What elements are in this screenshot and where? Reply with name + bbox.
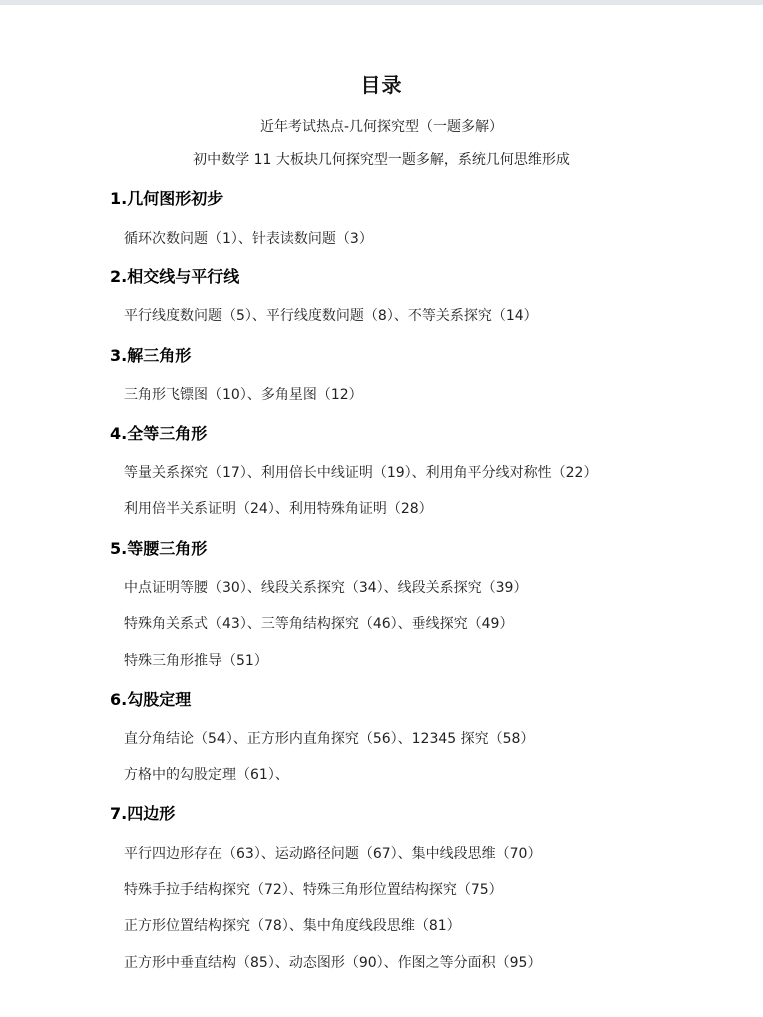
toc-entry: 特殊三角形推导（51） [124, 653, 268, 669]
toc-description: 初中数学 11 大板块几何探究型一题多解，系统几何思维形成 [193, 152, 570, 168]
toc-entry: 平行线度数问题（5）、平行线度数问题（8）、不等关系探究（14） [124, 308, 538, 324]
toc-entry: 直分角结论（54）、正方形内直角探究（56）、12345 探究（58） [124, 731, 535, 747]
section-heading: 5.等腰三角形 [110, 539, 208, 558]
toc-entry: 中点证明等腰（30）、线段关系探究（34）、线段关系探究（39） [124, 580, 528, 596]
toc-entry: 特殊角关系式（43）、三等角结构探究（46）、垂线探究（49） [124, 616, 514, 632]
toc-entry: 等量关系探究（17）、利用倍长中线证明（19）、利用角平分线对称性（22） [124, 465, 598, 481]
toc-entry: 正方形中垂直结构（85）、动态图形（90）、作图之等分面积（95） [124, 955, 542, 971]
toc-entry: 方格中的勾股定理（61）、 [124, 767, 289, 783]
section-heading: 1.几何图形初步 [110, 189, 224, 208]
toc-entry: 平行四边形存在（63）、运动路径问题（67）、集中线段思维（70） [124, 846, 542, 862]
toc-entry: 特殊手拉手结构探究（72）、特殊三角形位置结构探究（75） [124, 882, 503, 898]
toc-entry: 三角形飞镖图（10）、多角星图（12） [124, 387, 363, 403]
section-heading: 3.解三角形 [110, 346, 192, 365]
section-heading: 2.相交线与平行线 [110, 267, 240, 286]
section-heading: 7.四边形 [110, 804, 176, 823]
toc-entry: 利用倍半关系证明（24）、利用特殊角证明（28） [124, 501, 433, 517]
toc-entry: 循环次数问题（1）、针表读数问题（3） [124, 231, 373, 247]
toc-entry: 正方形位置结构探究（78）、集中角度线段思维（81） [124, 918, 461, 934]
toc-subtitle: 近年考试热点-几何探究型（一题多解） [259, 119, 504, 135]
section-heading: 6.勾股定理 [110, 690, 192, 709]
viewer-top-strip [0, 0, 763, 5]
section-heading: 4.全等三角形 [110, 424, 208, 443]
toc-title: 目录 [360, 73, 403, 97]
